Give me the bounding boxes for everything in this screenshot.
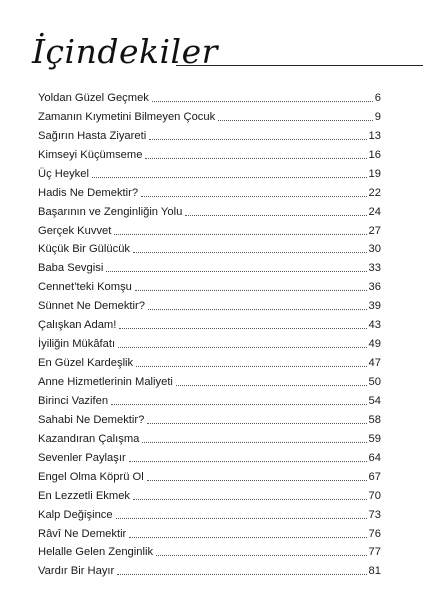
- dot-leader: [135, 290, 367, 291]
- dot-leader: [92, 177, 367, 178]
- toc-entry-page: 81: [368, 565, 381, 578]
- toc-entry-page: 49: [368, 338, 381, 351]
- toc-entry: [38, 219, 381, 238]
- toc-entry: [38, 484, 381, 503]
- toc-entry: [38, 105, 381, 124]
- toc-entry-title: Anne Hizmetlerinin Maliyeti: [38, 376, 173, 388]
- toc-entry-title: En Güzel Kardeşlik: [38, 357, 134, 370]
- dot-leader: [142, 442, 366, 443]
- toc-entry-title: Kalp Değişince: [38, 508, 113, 521]
- toc-entry-title: Engel Olma Köprü Ol: [38, 470, 144, 483]
- dot-leader: [156, 555, 367, 556]
- toc-entry: [38, 162, 381, 181]
- dot-leader: [114, 234, 366, 235]
- toc-entry-page: 13: [368, 129, 381, 142]
- toc-entry: [38, 86, 381, 105]
- toc-entry: [38, 351, 381, 370]
- page-title: İçindekiler: [32, 32, 218, 71]
- toc-entry-title: Başarının ve Zenginliğin Yolu: [38, 205, 183, 218]
- toc-entry-title: Râvî Ne Demektir: [38, 527, 127, 540]
- toc-entry-title: Sağırın Hasta Ziyareti: [38, 129, 147, 142]
- toc-entry: [38, 143, 381, 162]
- toc-entry-title: Birinci Vazifen: [38, 394, 109, 407]
- toc-entry-page: 22: [368, 186, 381, 199]
- table-of-contents: [38, 86, 381, 578]
- toc-entry: [38, 465, 381, 484]
- toc-entry-title: Kimseyi Küçümseme: [38, 148, 143, 161]
- toc-entry-title: Yoldan Güzel Geçmek: [38, 91, 149, 104]
- dot-leader: [136, 366, 366, 367]
- dot-leader: [218, 120, 373, 121]
- toc-entry-title: En Lezzetli Ekmek: [38, 489, 131, 502]
- toc-entry-title: Baba Sevgisi: [38, 262, 104, 275]
- toc-entry-page: 36: [368, 281, 381, 294]
- dot-leader: [147, 480, 367, 481]
- toc-entry-page: 50: [368, 376, 381, 388]
- toc-entry-title: Helalle Gelen Zenginlik: [38, 546, 154, 559]
- toc-entry-page: 19: [368, 167, 381, 180]
- dot-leader: [117, 574, 366, 575]
- toc-entry-page: 76: [368, 527, 381, 540]
- toc-entry-page: 67: [368, 470, 381, 483]
- dot-leader: [133, 499, 367, 500]
- toc-entry: [38, 200, 381, 219]
- toc-entry-title: Cennet’teki Komşu: [38, 281, 132, 294]
- toc-entry-title: Zamanın Kıymetini Bilmeyen Çocuk: [38, 110, 216, 123]
- title-rule: [176, 65, 423, 66]
- toc-entry-page: 59: [368, 432, 381, 445]
- toc-entry-page: 6: [374, 91, 381, 104]
- toc-entry-title: Üç Heykel: [38, 167, 89, 180]
- dot-leader: [119, 328, 366, 329]
- dot-leader: [129, 461, 367, 462]
- toc-entry: [38, 370, 381, 389]
- toc-entry: [38, 522, 381, 541]
- toc-entry-page: 47: [368, 357, 381, 370]
- toc-entry: [38, 181, 381, 200]
- toc-entry: [38, 559, 381, 578]
- toc-entry: [38, 124, 381, 143]
- toc-entry-title: İyiliğin Mükâfatı: [38, 338, 116, 351]
- dot-leader: [133, 252, 367, 253]
- toc-entry-page: 77: [368, 546, 381, 559]
- toc-entry-title: Çalışkan Adam!: [38, 319, 117, 332]
- toc-entry-title: Küçük Bir Gülücük: [38, 243, 131, 256]
- toc-entry: [38, 389, 381, 408]
- toc-entry-page: 30: [368, 243, 381, 256]
- toc-entry: [38, 332, 381, 351]
- dot-leader: [129, 537, 366, 538]
- dot-leader: [118, 347, 366, 348]
- dot-leader: [106, 271, 366, 272]
- dot-leader: [176, 385, 367, 386]
- toc-entry-page: 39: [368, 300, 381, 313]
- toc-header: [32, 30, 423, 80]
- toc-entry: [38, 275, 381, 294]
- dot-leader: [147, 423, 366, 424]
- toc-entry-title: Sahabi Ne Demektir?: [38, 413, 145, 426]
- toc-entry-page: 33: [368, 262, 381, 275]
- toc-entry: [38, 294, 381, 313]
- toc-entry-title: Sevenler Paylaşır: [38, 451, 126, 464]
- toc-entry-page: 73: [368, 508, 381, 521]
- toc-entry-page: 70: [368, 489, 381, 502]
- toc-entry: [38, 503, 381, 522]
- dot-leader: [116, 518, 367, 519]
- toc-entry-page: 43: [368, 319, 381, 332]
- dot-leader: [145, 158, 366, 159]
- toc-entry: [38, 238, 381, 257]
- toc-entry-title: Gerçek Kuvvet: [38, 224, 112, 237]
- toc-entry: [38, 541, 381, 560]
- dot-leader: [149, 139, 366, 140]
- toc-entry: [38, 446, 381, 465]
- dot-leader: [111, 404, 366, 405]
- toc-entry-title: Hadis Ne Demektir?: [38, 186, 139, 199]
- toc-entry-title: Sünnet Ne Demektir?: [38, 300, 145, 313]
- toc-entry-page: 54: [368, 394, 381, 407]
- toc-entry-page: 58: [368, 413, 381, 426]
- toc-entry-page: 24: [368, 205, 381, 218]
- toc-entry-page: 16: [368, 148, 381, 161]
- toc-entry: [38, 408, 381, 427]
- toc-entry: [38, 313, 381, 332]
- toc-entry-title: Kazandıran Çalışma: [38, 432, 140, 445]
- toc-entry-page: 64: [368, 451, 381, 464]
- dot-leader: [148, 309, 367, 310]
- toc-entry-page: 27: [368, 224, 381, 237]
- toc-entry: [38, 256, 381, 275]
- dot-leader: [152, 101, 373, 102]
- toc-entry: [38, 427, 381, 446]
- dot-leader: [185, 215, 366, 216]
- toc-entry-page: 9: [374, 110, 381, 123]
- toc-entry-title: Vardır Bir Hayır: [38, 565, 115, 578]
- dot-leader: [141, 196, 366, 197]
